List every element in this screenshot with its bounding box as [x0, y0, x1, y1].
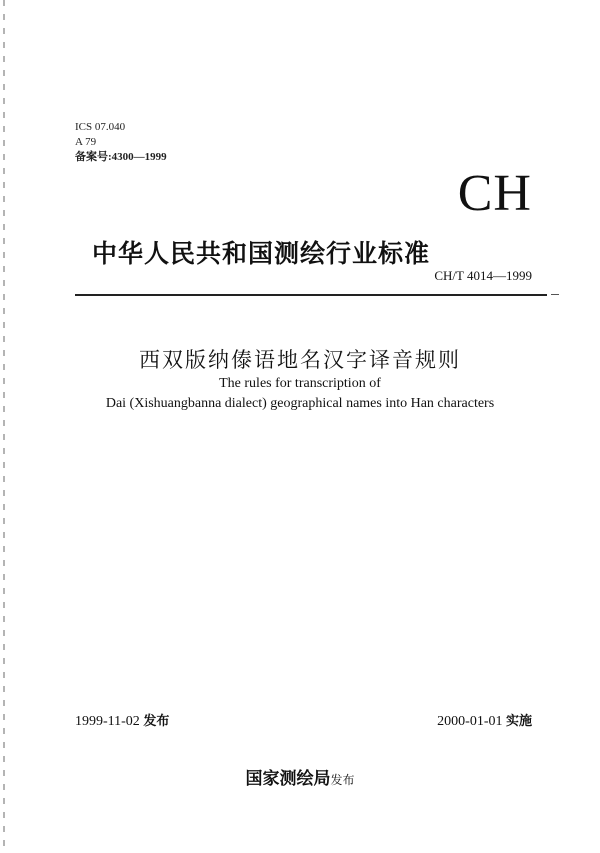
issue-date-value: 1999-11-02: [75, 714, 140, 729]
implementation-date: [437, 710, 532, 730]
classification-code: A 79: [75, 136, 97, 148]
document-title-chinese: 西双版纳傣语地名汉字译音规则: [139, 348, 461, 372]
document-title-english-line1: The rules for transcription of: [219, 376, 381, 391]
ics-code: ICS 07.040: [75, 121, 126, 133]
scan-edge-marks: [3, 0, 5, 853]
standard-category-title: 中华人民共和国测绘行业标准: [92, 239, 431, 268]
header-divider: [75, 294, 547, 296]
record-number: [75, 150, 167, 164]
implementation-date-value: 2000-01-01: [437, 714, 503, 729]
industry-code-logo: CH: [457, 165, 532, 222]
publisher-name: 国家测绘局: [245, 769, 331, 789]
standard-number: CH/T 4014—1999: [434, 268, 532, 283]
issue-date: [75, 710, 169, 730]
publisher: [0, 764, 600, 789]
document-title-english-line2: Dai (Xishuangbanna dialect) geographical names into Han characters: [105, 396, 495, 411]
publisher-action: 发布: [330, 773, 355, 787]
record-value: 4300—1999: [111, 151, 167, 163]
issue-date-label: 发布: [143, 714, 170, 729]
implementation-date-label: 实施: [505, 714, 532, 729]
header-divider-tail: [551, 294, 559, 295]
record-label: 备案号:: [75, 151, 112, 163]
